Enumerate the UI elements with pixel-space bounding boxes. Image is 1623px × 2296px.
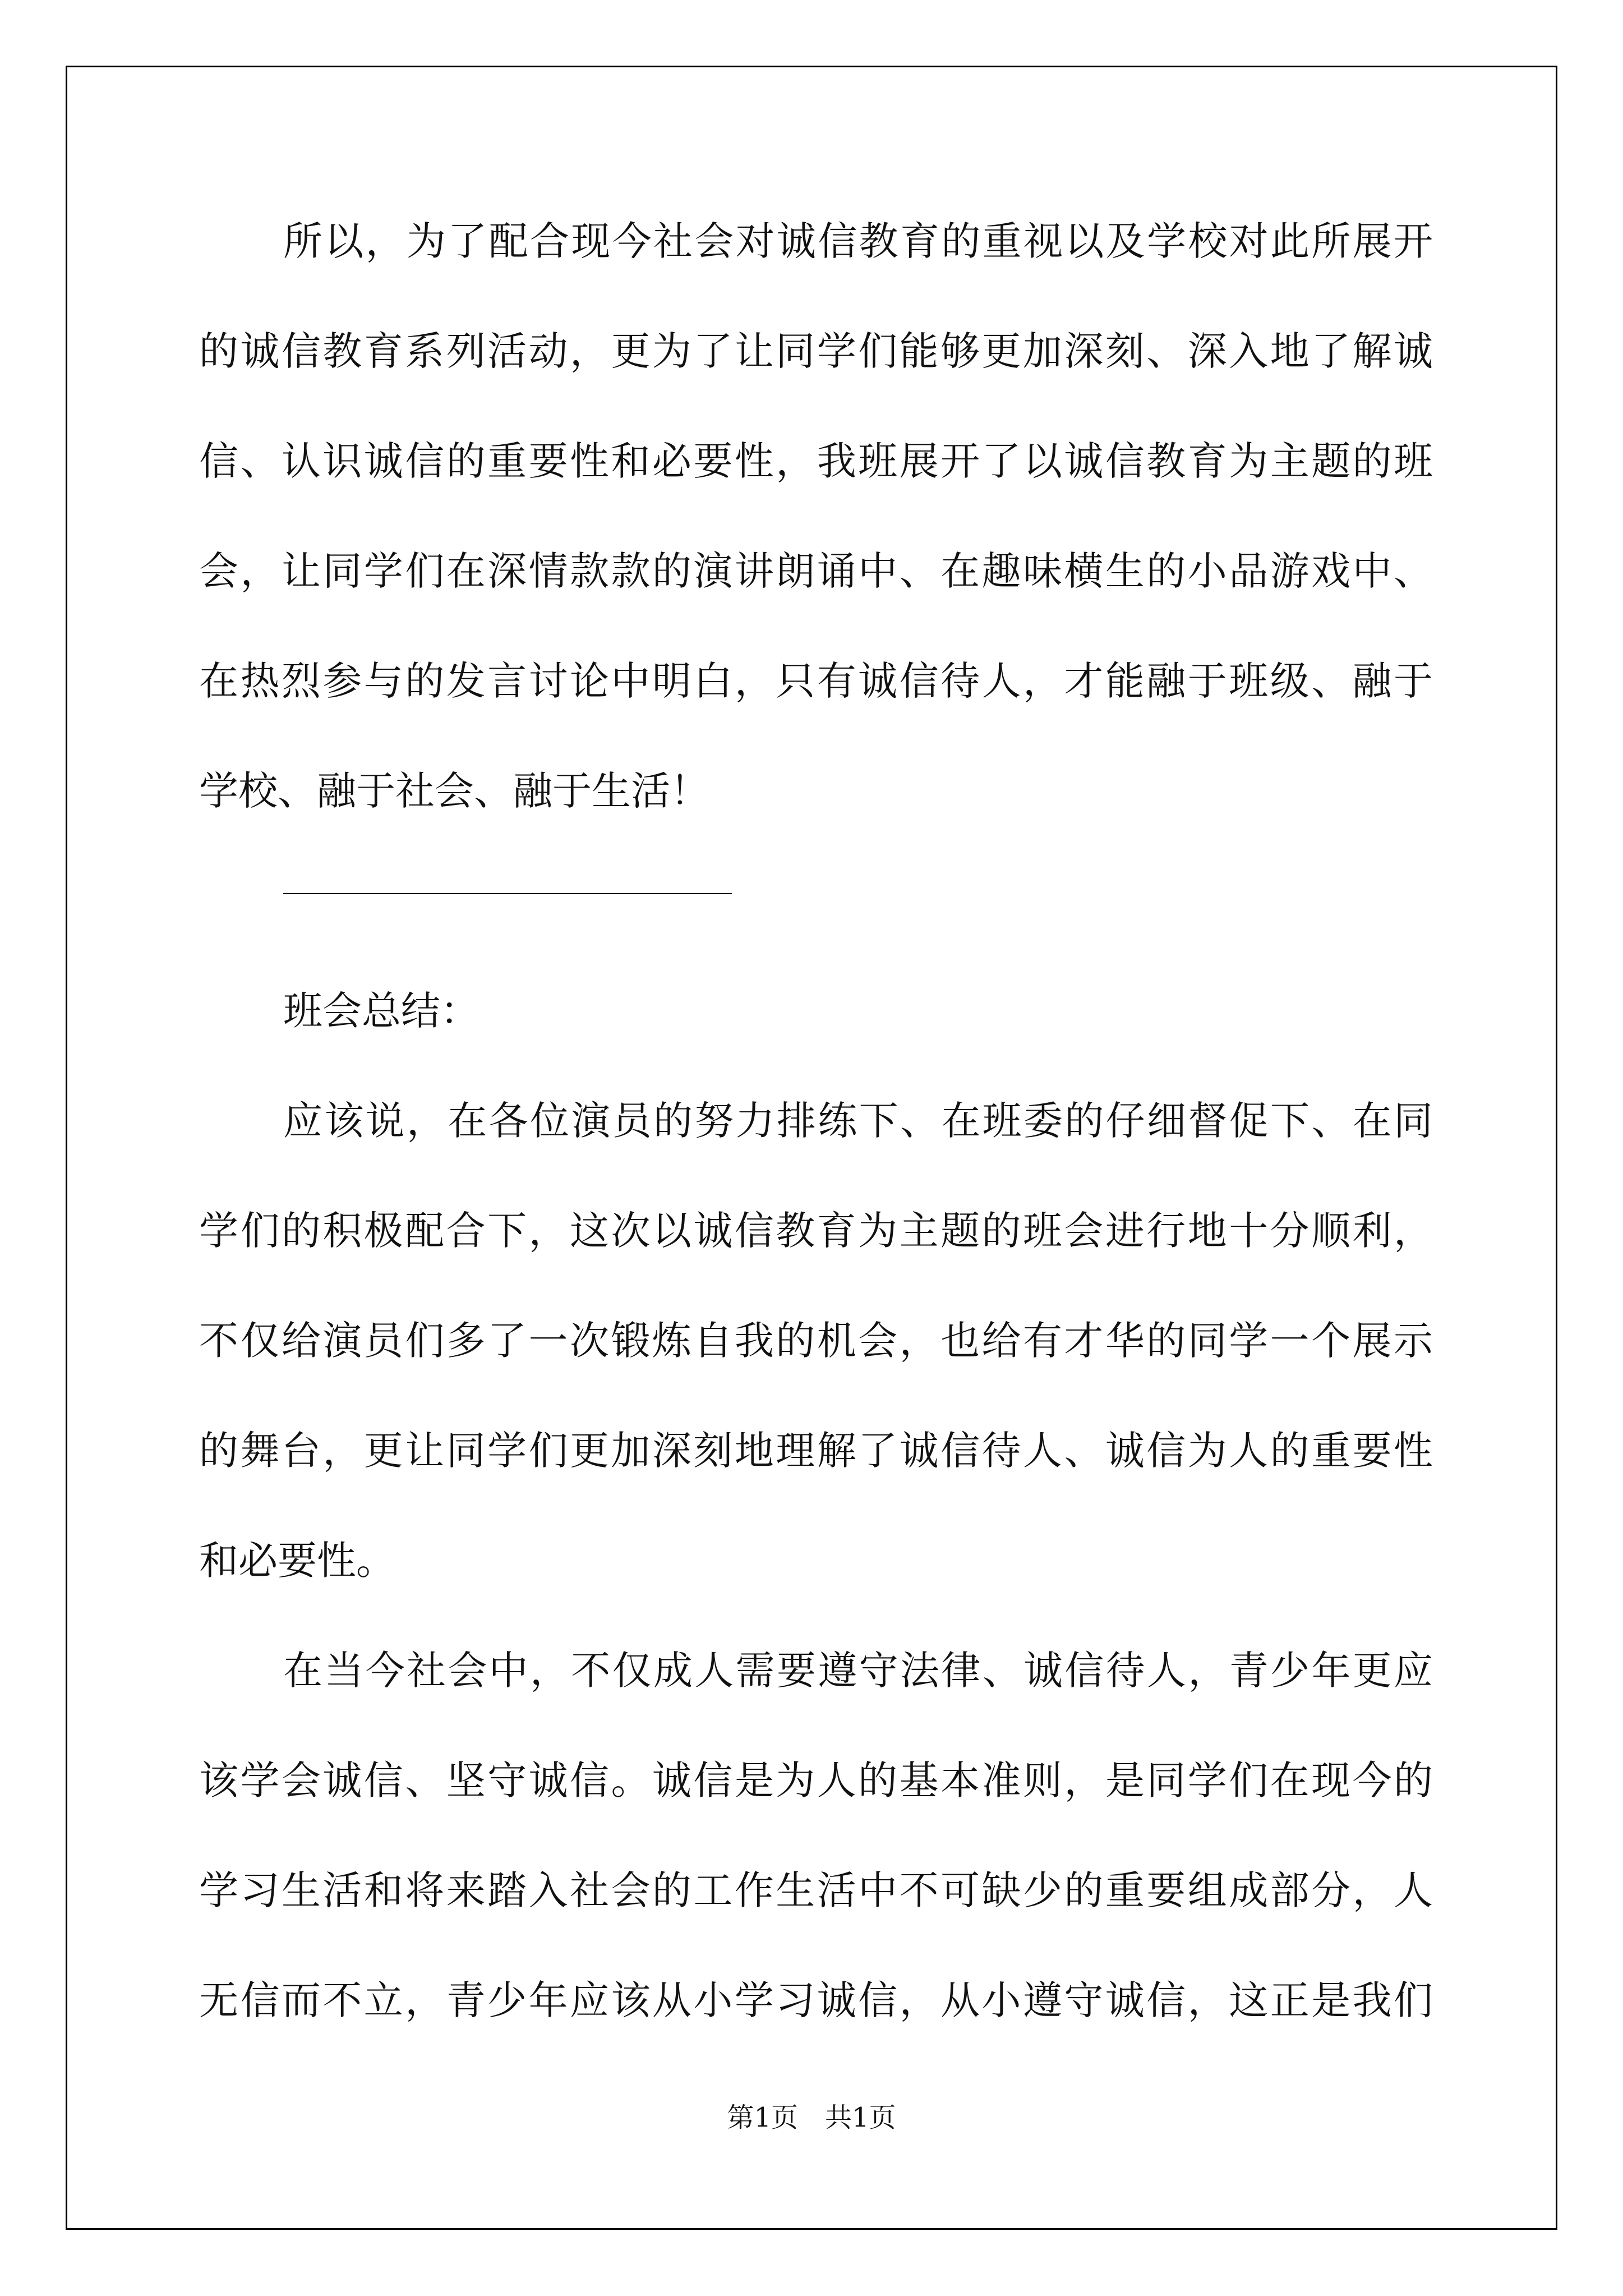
paragraph-1-line-3: 信、认识诚信的重要性和必要性，我班展开了以诚信教育为主题的班 <box>199 438 1433 484</box>
section-heading: 班会总结： <box>283 988 479 1034</box>
paragraph-1-line-4: 会，让同学们在深情款款的演讲朗诵中、在趣味横生的小品游戏中、 <box>199 548 1433 594</box>
paragraph-3-line-2: 该学会诚信、坚守诚信。诚信是为人的基本准则，是同学们在现今的 <box>199 1757 1433 1803</box>
paragraph-2-line-4: 的舞台，更让同学们更加深刻地理解了诚信待人、诚信为人的重要性 <box>199 1428 1433 1474</box>
paragraph-1-line-5: 在热烈参与的发言讨论中明白，只有诚信待人，才能融于班级、融于 <box>199 658 1433 704</box>
paragraph-3-line-1: 在当今社会中，不仅成人需要遵守法律、诚信待人，青少年更应 <box>283 1648 1433 1694</box>
paragraph-1-line-6: 学校、融于社会、融于生活！ <box>199 768 709 814</box>
separator-rule <box>283 893 732 894</box>
paragraph-2-line-1: 应该说，在各位演员的努力排练下、在班委的仔细督促下、在同 <box>283 1098 1433 1144</box>
paragraph-3-line-3: 学习生活和将来踏入社会的工作生活中不可缺少的重要组成部分，人 <box>199 1867 1433 1913</box>
paragraph-1-line-1: 所以，为了配合现今社会对诚信教育的重视以及学校对此所展开 <box>283 218 1433 264</box>
page-number-footer: 第1页 共1页 <box>727 2102 896 2133</box>
paragraph-2-line-3: 不仅给演员们多了一次锻炼自我的机会，也给有才华的同学一个展示 <box>199 1318 1433 1364</box>
paragraph-3-line-4: 无信而不立，青少年应该从小学习诚信，从小遵守诚信，这正是我们 <box>199 1977 1433 2023</box>
paragraph-2-line-2: 学们的积极配合下，这次以诚信教育为主题的班会进行地十分顺利， <box>199 1208 1433 1254</box>
paragraph-2-line-5: 和必要性。 <box>199 1538 395 1584</box>
paragraph-1-line-2: 的诚信教育系列活动，更为了让同学们能够更加深刻、深入地了解诚 <box>199 328 1433 374</box>
